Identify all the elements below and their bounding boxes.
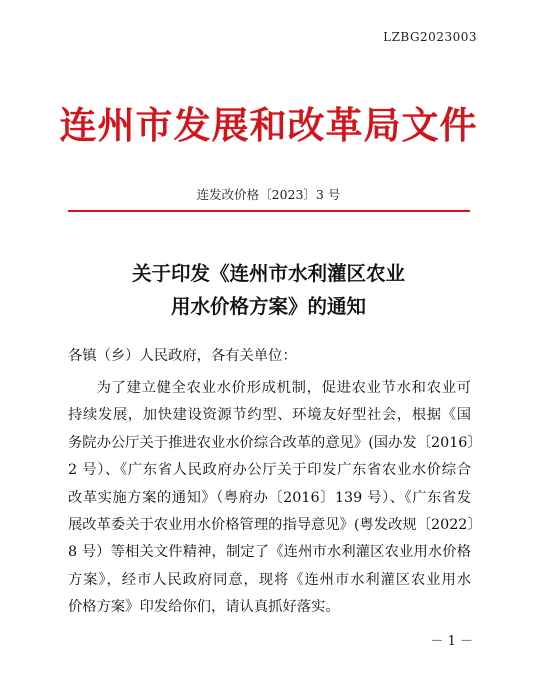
body-line: 8 号）等相关文件精神，制定了《连州市水利灌区农业用水价格	[68, 544, 471, 561]
body-line: 2 号）、《广东省人民政府办公厅关于印发广东省农业水价综合	[68, 462, 471, 479]
body-line: 改革实施方案的通知》（粤府办〔2016〕139 号）、《广东省发	[68, 489, 471, 506]
body-line: 展改革委关于农业用水价格管理的指导意见》(粤发改规〔2022〕	[68, 516, 482, 533]
issuer-header: 连州市发展和改革局文件	[59, 103, 478, 147]
red-divider	[68, 210, 470, 212]
body-line: 务院办公厅关于推进农业水价综合改革的意见》(国办发〔2016〕	[68, 434, 482, 451]
notice-title	[0, 257, 537, 323]
addressee: 各镇（乡）人民政府，各有关单位：	[68, 348, 297, 364]
title-line: 关于印发《连州市水利灌区农业	[131, 262, 405, 285]
body-line: 持续发展，加快建设资源节约型、环境友好型社会，根据《国	[68, 407, 471, 424]
page-number: － 1 －	[430, 634, 473, 649]
body-line: 方案》，经市人民政府同意，现将《连州市水利灌区农业用水	[68, 571, 471, 588]
body-line: 价格方案》印发给你们，请认真抓好落实。	[68, 599, 340, 616]
body-paragraph	[68, 375, 482, 622]
body-line: 为了建立健全农业水价形成机制，促进农业节水和农业可	[96, 380, 471, 396]
title-line: 用水价格方案》的通知	[170, 295, 366, 318]
document-number: 连发改价格〔2023〕3 号	[196, 187, 341, 202]
document-code: LZBG2023003	[383, 30, 477, 44]
